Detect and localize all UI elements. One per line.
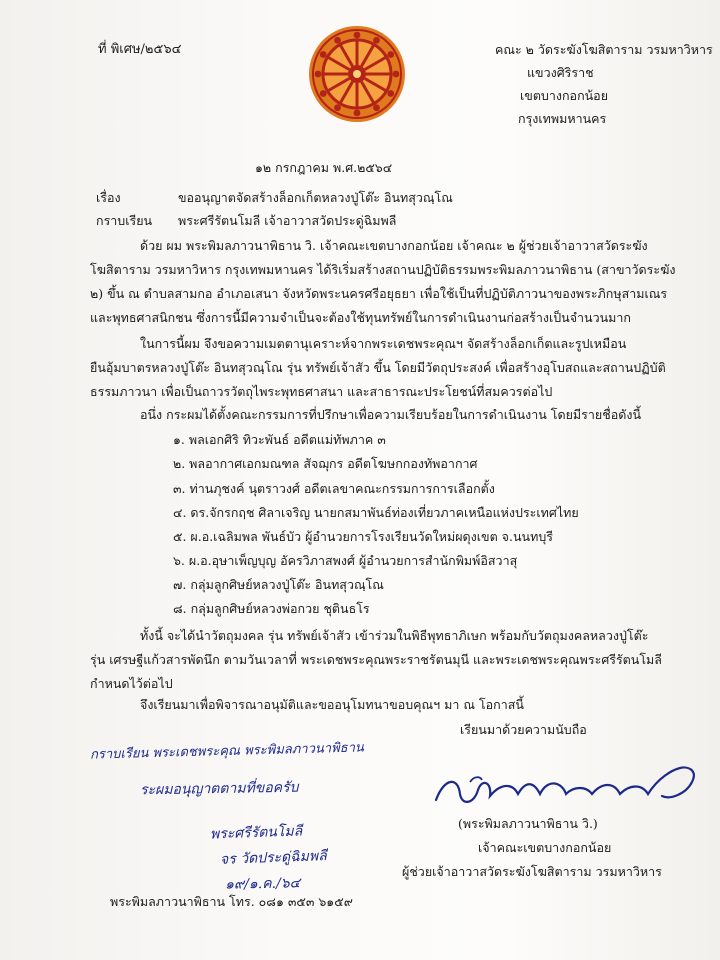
paragraph-2-line-1: ในการนี้ผม จึงขอความเมตตานุเคราะห์จากพระเดชพระคุณฯ จัดสร้างล็อกเก็ตและรูปเหมือน: [140, 336, 627, 351]
subject-label: เรื่อง: [96, 190, 121, 205]
paragraph-4-line-2: รุ่น เศรษฐีแก้วสารพัดนึก ตามวันเวลาที่ พระเดชพระคุณพระราชรัตนมุนี และพระเดชพระคุณพระศรีรัตนโมลี: [90, 652, 662, 667]
paragraph-5: จึงเรียนมาเพื่อพิจารณาอนุมัติและขออนุโมทนาขอบคุณฯ มา ณ โอกาสนี้: [140, 697, 524, 712]
paragraph-1-line-4: และพุทธศาสนิกชน ซึ่งการนี้มีความจำเป็นจะต้องใช้ทุนทรัพย์ในการดำเนินงานก่อสร้างเป็นจำนวนมาก: [90, 310, 631, 325]
signer-name: (พระพิมลภาวนาพิธาน วิ.): [458, 816, 598, 831]
sender-address-line-2: แขวงศิริราช: [527, 65, 594, 80]
committee-item-8: ๘. กลุ่มลูกศิษย์หลวงพ่อกวย ชุตินธโร: [173, 601, 370, 616]
paragraph-2-line-2: ยืนอุ้มบาตรหลวงปู่โต๊ะ อินทสุวณฺโณ รุ่น ทรัพย์เจ้าสัว ขึ้น โดยมีวัตถุประสงค์ เพื่อสร้างอุโบสถและสถานปฏิบัติ: [90, 360, 666, 375]
recipient-label: กราบเรียน: [96, 213, 153, 228]
letter-date: ๑๒ กรกฎาคม พ.ศ.๒๕๖๔: [255, 160, 393, 175]
committee-item-4: ๔. ดร.จักรกฤช ศิลาเจริญ นายกสมาพันธ์ท่องเที่ยวภาคเหนือแห่งประเทศไทย: [173, 505, 579, 520]
handwritten-signature-temple: จร วัดประดู่ฉิมพลี: [219, 848, 327, 868]
footer-contact: พระพิมลภาวนาพิธาน โทร. ๐๘๑ ๓๕๓ ๖๑๕๙: [110, 894, 353, 909]
signer-title-1: เจ้าคณะเขตบางกอกน้อย: [478, 840, 612, 855]
paragraph-2-line-3: ธรรมภาวนา เพื่อเป็นถาวรวัตถุไพระพุทธศาสนา และสาธารณะประโยชน์ที่สมควรต่อไป: [90, 384, 553, 399]
paragraph-1-line-1: ด้วย ผม พระพิมลภาวนาพิธาน วิ. เจ้าคณะเขตบางกอกน้อย เจ้าคณะ ๒ ผู้ช่วยเจ้าอาวาสวัดระฆัง: [140, 238, 648, 253]
paragraph-1-line-2: โฆสิตาราม วรมหาวิหาร กรุงเทพมหานคร ได้ริเริ่มสร้างสถานปฏิบัติธรรมพระพิมลภาวนาพิธาน (สาขาวัดระฆัง: [90, 262, 676, 277]
recipient-text: พระศรีรัตนโมลี เจ้าอาวาสวัดประดู่ฉิมพลี: [178, 213, 397, 228]
committee-item-3: ๓. ท่านภุชงค์ นุตราวงศ์ อดีตเลขาคณะกรรมการการเลือกตั้ง: [173, 481, 495, 496]
committee-item-1: ๑. พลเอกศิริ ทิวะพันธ์ อดีตแม่ทัพภาค ๓: [173, 432, 386, 447]
paragraph-3: อนึ่ง กระผมได้ตั้งคณะกรรมการที่ปรึกษาเพื่อความเรียบร้อยในการดำเนินงาน โดยมีรายชื่อดังนี้: [140, 407, 641, 422]
signature-icon: [430, 760, 705, 815]
sender-address-line-3: เขตบางกอกน้อย: [520, 88, 609, 103]
dharma-wheel-seal-icon: [307, 24, 407, 124]
closing-line: เรียนมาด้วยความนับถือ: [460, 722, 587, 737]
sender-address-line-1: คณะ ๒ วัดระฆังโฆสิตาราม วรมหาวิหาร: [495, 42, 713, 57]
paragraph-1-line-3: ๒) ขึ้น ณ ตำบลสามกอ อำเภอเสนา จังหวัดพระนครศรีอยุธยา เพื่อใช้เป็นที่ปฏิบัติภาวนาของพระภิกษุสามเณร: [90, 286, 668, 301]
committee-item-7: ๗. กลุ่มลูกศิษย์หลวงปู่โต๊ะ อินทสุวณฺโณ: [173, 577, 384, 592]
committee-item-2: ๒. พลอากาศเอกมณฑล สัจฌุกร อดีตโฆษกกองทัพอากาศ: [173, 456, 478, 471]
paragraph-4-line-3: กำหนดไว้ต่อไป: [90, 676, 173, 691]
handwritten-date: ๑๙/๑.ค./๖๔: [224, 875, 301, 893]
committee-item-5: ๕. ผ.อ.เฉลิมพล พันธ์บัว ผู้อำนวยการโรงเรียนวัดใหม่ผดุงเขต จ.นนทบุรี: [173, 529, 553, 544]
signer-title-2: ผู้ช่วยเจ้าอาวาสวัดระฆังโฆสิตาราม วรมหาวิหาร: [402, 864, 662, 879]
handwritten-approval-line-2: ระผมอนุญาตตามที่ขอครับ: [139, 779, 299, 799]
committee-item-6: ๖. ผ.อ.อุษาเพ็ญบุญ อัครวิภาสพงศ์ ผู้อำนวยการสำนักพิมพ์อิสวาสุ: [173, 553, 518, 568]
reference-number: ที่ พิเศษ/๒๕๖๔: [98, 42, 182, 57]
subject-text: ขออนุญาตจัดสร้างล็อกเก็ตหลวงปู่โต๊ะ อินทสุวณฺโณ: [178, 190, 453, 205]
paragraph-4-line-1: ทั้งนี้ จะได้นำวัตถุมงคล รุ่น ทรัพย์เจ้าสัว เข้าร่วมในพิธีพุทธาภิเษก พร้อมกับวัตถุมงคลหลวงปู่โต๊ะ: [140, 628, 649, 643]
handwritten-approval-line-1: กราบเรียน พระเดชพระคุณ พระพิมลภาวนาพิธาน: [89, 740, 365, 763]
handwritten-signature-name: พระศรีรัตนโมลี: [209, 823, 303, 843]
sender-address-line-4: กรุงเทพมหานคร: [518, 111, 607, 126]
